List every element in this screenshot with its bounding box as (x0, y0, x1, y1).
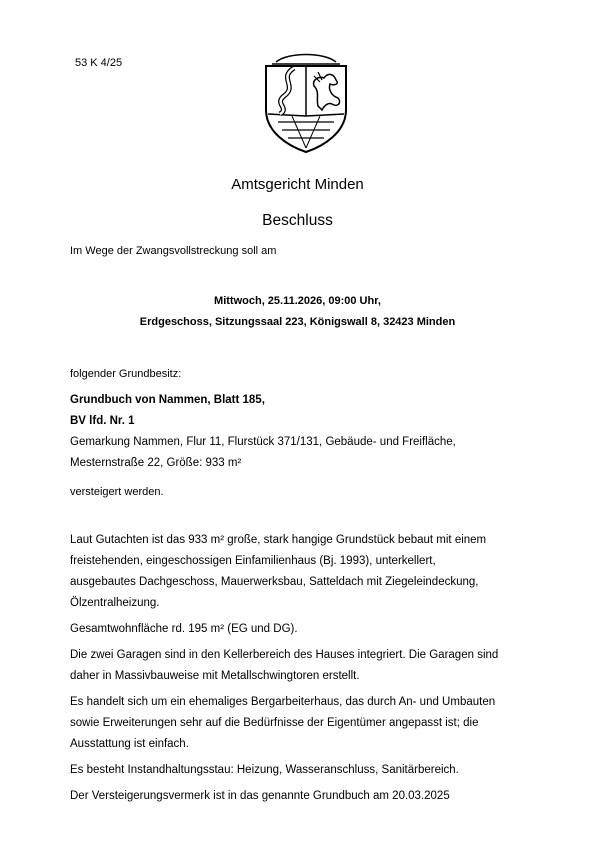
description-paragraph (70, 645, 540, 687)
property-detail-line: Mesternstraße 22, Größe: 933 m² (70, 457, 242, 469)
property-detail-line: Gemarkung Nammen, Flur 11, Flurstück 371/131, Gebäude- und Freifläche, (70, 436, 456, 448)
description-line: freistehenden, eingeschossigen Einfamilienhaus (Bj. 1993), unterkellert, (70, 555, 436, 567)
property-description (70, 530, 540, 812)
description-line: Ausstattung ist einfach. (70, 738, 189, 750)
intro-text: Im Wege der Zwangsvollstreckung soll am (70, 245, 277, 257)
description-line: daher in Massivbauweise mit Metallschwingtoren erstellt. (70, 670, 360, 682)
auction-date-time: Mittwoch, 25.11.2026, 09:00 Uhr, (214, 295, 381, 307)
description-line: Es handelt sich um ein ehemaliges Bergarbeiterhaus, das durch An- und Umbauten (70, 696, 496, 708)
auction-statement: versteigert werden. (70, 486, 164, 498)
description-paragraph (70, 692, 540, 755)
description-line: ausgebautes Dachgeschoss, Mauerwerksbau, Satteldach mit Ziegeleindeckung, (70, 576, 479, 588)
description-paragraph (70, 530, 540, 614)
property-block (70, 390, 540, 474)
description-line: Es besteht Instandhaltungsstau: Heizung, Wasseranschluss, Sanitärbereich. (70, 764, 459, 776)
description-line: Die zwei Garagen sind in den Kellerbereich des Hauses integriert. Die Garagen sind (70, 649, 499, 661)
description-paragraph (70, 760, 540, 781)
property-label: folgender Grundbesitz: (70, 368, 182, 380)
court-name: Amtsgericht Minden (231, 176, 364, 193)
description-line: sowie Erweiterungen sehr auf die Bedürfnisse der Eigentümer angepasst ist; die (70, 717, 479, 729)
description-line: Gesamtwohnfläche rd. 195 m² (EG und DG). (70, 623, 298, 635)
description-line: Ölzentralheizung. (70, 597, 160, 609)
description-line: Laut Gutachten ist das 933 m² große, stark hangige Grundstück bebaut mit einem (70, 534, 487, 546)
decision-title: Beschluss (262, 212, 333, 229)
land-register: Grundbuch von Nammen, Blatt 185, (70, 394, 265, 406)
description-paragraph (70, 786, 540, 807)
description-paragraph (70, 619, 540, 640)
auction-location: Erdgeschoss, Sitzungssaal 223, Königswall 8, 32423 Minden (139, 316, 456, 328)
description-line: Der Versteigerungsvermerk ist in das genannte Grundbuch am 20.03.2025 (70, 790, 450, 802)
inventory-item: BV lfd. Nr. 1 (70, 415, 135, 427)
coat-of-arms-emblem (258, 50, 354, 154)
case-number: 53 K 4/25 (75, 57, 123, 69)
